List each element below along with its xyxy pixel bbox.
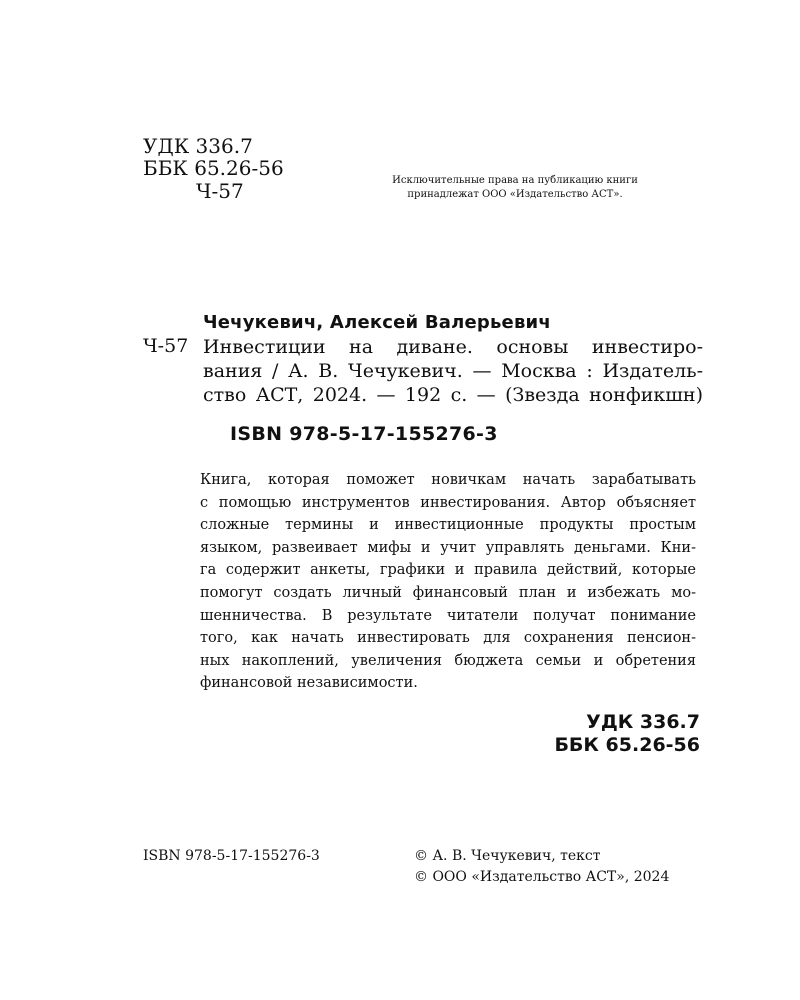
annotation-line: га содержит анкеты, графики и правила действий, которые	[200, 562, 696, 579]
author-mark: Ч-57	[196, 179, 244, 203]
description-line: вания / А. В. Чечукевич. — Москва : Издатель-	[203, 360, 703, 382]
author-name: Чечукевич, Алексей Валерьевич	[203, 312, 551, 333]
annotation-line: Книга, которая поможет новичкам начать зарабатывать	[200, 472, 696, 488]
annotation-line: с помощью инструментов инвестирования. Автор объясняет	[200, 494, 696, 511]
udk-code-bottom: УДК 336.7	[586, 711, 700, 733]
bbk-code: ББК 65.26-56	[143, 156, 284, 180]
isbn-footer: ISBN 978-5-17-155276-3	[143, 848, 320, 864]
annotation-line: сложные термины и инвестиционные продукты простым	[200, 517, 696, 534]
copyright-author: © А. В. Чечукевич, текст	[414, 848, 601, 864]
annotation-line: языком, развеивает мифы и учит управлять деньгами. Кни-	[200, 539, 696, 556]
annotation-line: финансовой независимости.	[200, 675, 418, 692]
rights-notice	[360, 174, 670, 202]
bibliographic-description	[203, 335, 703, 407]
description-line: ство АСТ, 2024. — 192 с. — (Звезда нонфикшн)	[203, 384, 703, 406]
annotation-line: ных накоплений, увеличения бюджета семьи и обретения	[200, 652, 696, 669]
bbk-code-bottom: ББК 65.26-56	[554, 734, 700, 756]
annotation	[200, 469, 696, 695]
rights-notice-line-1: Исключительные права на публикацию книги	[392, 175, 638, 186]
annotation-line: шенничества. В результате читатели получат понимание	[200, 607, 696, 624]
rights-notice-line-2: принадлежат ООО «Издательство АСТ».	[407, 189, 623, 200]
copyright-publisher: © ООО «Издательство АСТ», 2024	[414, 869, 670, 885]
description-line: Инвестиции на диване. основы инвестиро-	[203, 336, 703, 358]
isbn-main: ISBN 978-5-17-155276-3	[230, 423, 498, 445]
annotation-line: того, как начать инвестировать для сохранения пенсион-	[200, 630, 696, 647]
annotation-line: помогут создать личный финансовый план и избежать мо-	[200, 584, 696, 601]
bibliographic-author-mark: Ч-57	[143, 335, 189, 357]
udk-code: УДК 336.7	[143, 134, 253, 158]
